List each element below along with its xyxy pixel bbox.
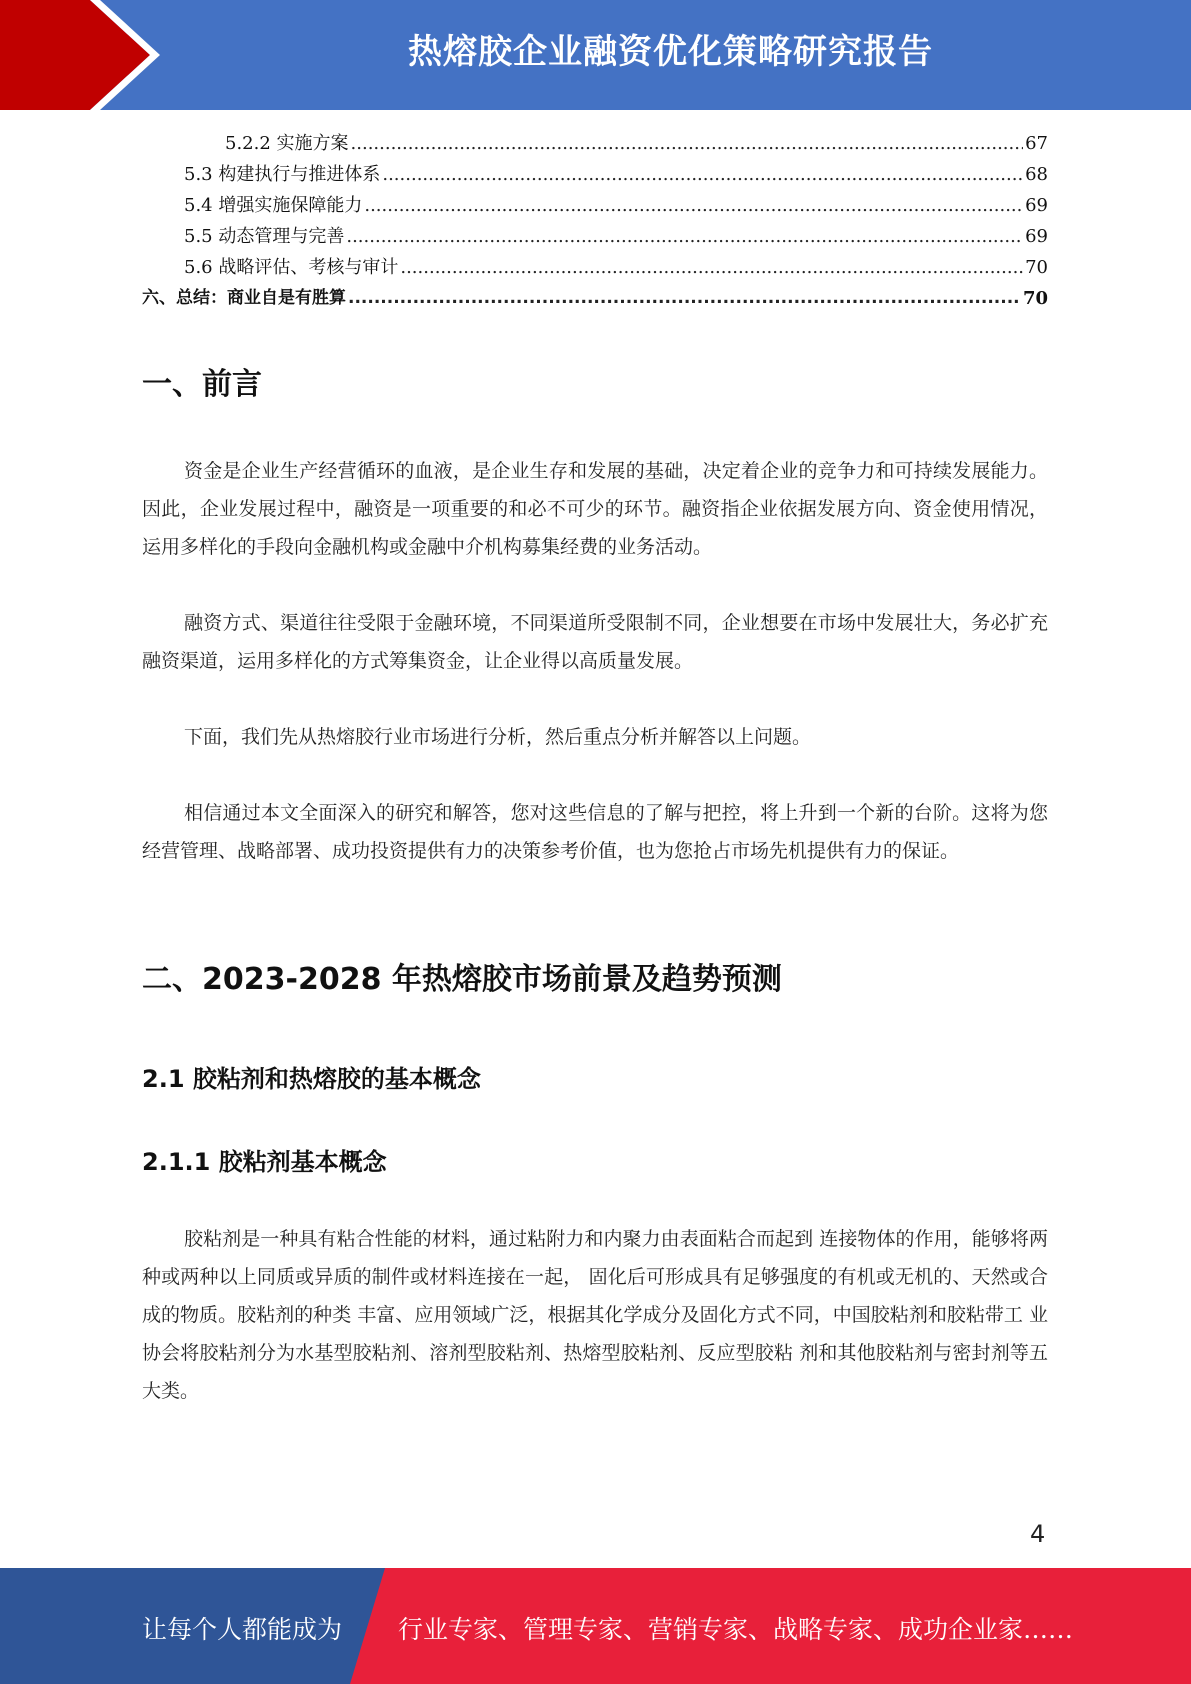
toc-entry[interactable] xyxy=(142,190,1048,221)
toc-entry-page: 69 xyxy=(1025,195,1048,216)
page-number: 4 xyxy=(1030,1520,1046,1548)
paragraph: 相信通过本文全面深入的研究和解答，您对这些信息的了解与把控，将上升到一个新的台阶。这将为您经营管理、战略部署、成功投资提供有力的决策参考价值，也为您抢占市场先机提供有力的保证。 xyxy=(142,802,1048,862)
toc-entry[interactable] xyxy=(142,283,1048,314)
table-of-contents xyxy=(142,128,1048,314)
toc-entry[interactable] xyxy=(142,252,1048,283)
toc-entry-page: 70 xyxy=(1025,257,1048,278)
paragraph: 下面，我们先从热熔胶行业市场进行分析，然后重点分析并解答以上问题。 xyxy=(184,726,812,748)
toc-leader-dots xyxy=(348,283,1021,314)
toc-entry-label: 5.3 构建执行与推进体系 xyxy=(184,164,381,185)
toc-entry-label: 5.2.2 实施方案 xyxy=(225,133,349,154)
header-title: 热熔胶企业融资优化策略研究报告 xyxy=(408,32,933,72)
toc-entry-page: 70 xyxy=(1022,288,1048,309)
section-heading-market-forecast: 二、2023-2028 年热熔胶市场前景及趋势预测 xyxy=(142,962,782,997)
toc-entry-label: 5.6 战略评估、考核与审计 xyxy=(184,257,399,278)
subsection-heading: 2.1 胶粘剂和热熔胶的基本概念 xyxy=(142,1065,481,1093)
toc-leader-dots xyxy=(364,190,1023,221)
paragraph: 融资方式、渠道往往受限于金融环境，不同渠道所受限制不同，企业想要在市场中发展壮大，务必扩充融资渠道，运用多样化的方式筹集资金，让企业得以高质量发展。 xyxy=(142,612,1048,672)
toc-entry-label: 5.5 动态管理与完善 xyxy=(184,226,345,247)
subsection-heading: 2.1.1 胶粘剂基本概念 xyxy=(142,1148,387,1176)
toc-leader-dots xyxy=(346,221,1023,252)
toc-entry-page: 67 xyxy=(1025,133,1048,154)
footer-slogan-right: 行业专家、管理专家、营销专家、战略专家、成功企业家…… xyxy=(398,1615,1074,1644)
toc-entry-label: 六、总结：商业自是有胜算 xyxy=(142,288,346,308)
paragraph: 资金是企业生产经营循环的血液，是企业生存和发展的基础，决定着企业的竞争力和可持续发展能力。因此，企业发展过程中，融资是一项重要的和必不可少的环节。融资指企业依据发展方向、资金使用情况，运用多样化的手段向金融机构或金融中介机构募集经费的业务活动。 xyxy=(142,460,1048,558)
toc-leader-dots xyxy=(400,252,1023,283)
toc-leader-dots xyxy=(351,128,1024,159)
section-heading-preface: 一、前言 xyxy=(142,367,262,402)
footer-slogan-left: 让每个人都能成为 xyxy=(142,1615,343,1644)
toc-entry-page: 69 xyxy=(1025,226,1048,247)
toc-entry[interactable] xyxy=(142,159,1048,190)
toc-entry[interactable] xyxy=(142,128,1048,159)
toc-entry-label: 5.4 增强实施保障能力 xyxy=(184,195,363,216)
toc-entry-page: 68 xyxy=(1025,164,1048,185)
toc-entry[interactable] xyxy=(142,221,1048,252)
page-header xyxy=(0,0,1191,110)
toc-leader-dots xyxy=(382,159,1023,190)
paragraph: 胶粘剂是一种具有粘合性能的材料，通过粘附力和内聚力由表面粘合而起到 连接物体的作用，能够将两种或两种以上同质或异质的制件或材料连接在一起， 固化后可形成具有足够强度的有机或无机的、天然或合成的物质。胶粘剂的种类 丰富、应用领域广泛，根据其化学成分及固化方式不同，中国胶粘剂和胶粘带工 业协会将胶粘剂分为水基型胶粘剂、溶剂型胶粘剂、热熔型胶粘剂、反应型胶粘 剂和其他胶粘剂与密封剂等五大类。 xyxy=(142,1228,1048,1402)
